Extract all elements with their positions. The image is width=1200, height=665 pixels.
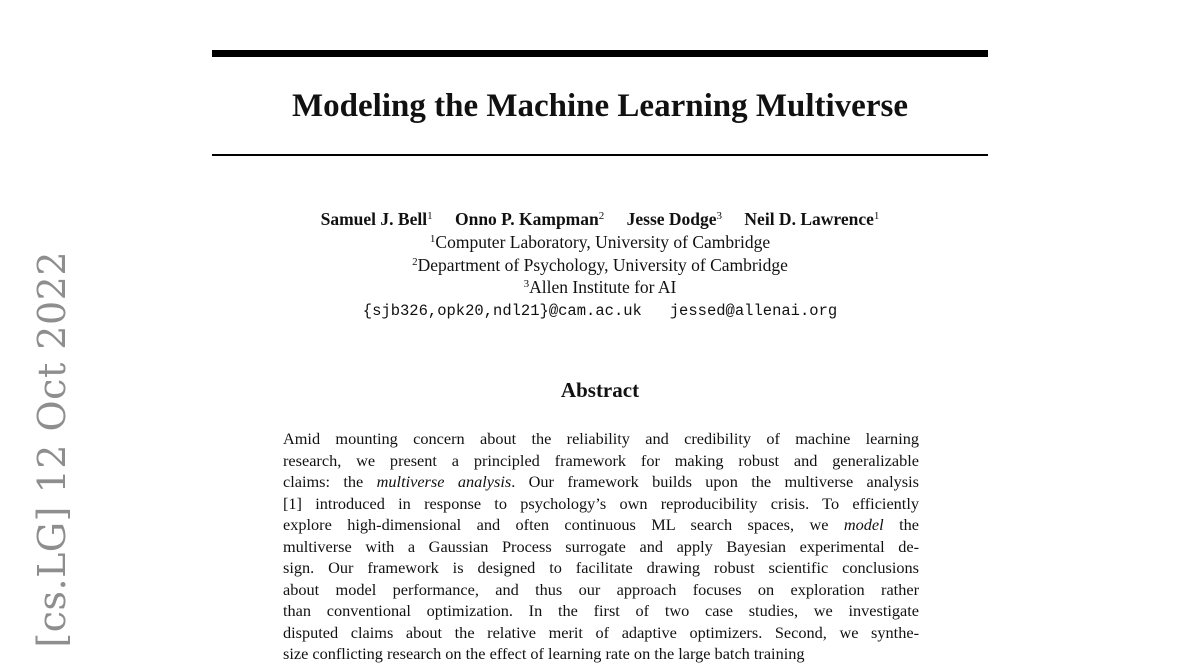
author-name: Onno P. Kampman (454, 209, 599, 229)
author-name: Samuel J. Bell (320, 209, 428, 229)
abstract-line: disputed claims about the relative merit of adaptive optimizers. Second, we synthe- (283, 622, 919, 642)
affiliation (212, 276, 988, 299)
abstract-line: Amid mounting concern about the reliability and credibility of machine learning (283, 429, 919, 448)
affiliation-text: Department of Psychology, University of Cambridge (417, 254, 788, 275)
abstract-line: size conflicting research on the effect of learning rate on the large batch training (283, 644, 805, 663)
abstract-line: multiverse with a Gaussian Process surrogate and apply Bayesian experimental de- (283, 536, 919, 556)
affiliation-text: Computer Laboratory, University of Cambridge (435, 232, 771, 252)
author-name: Jesse Dodge (626, 209, 717, 229)
author-emails: {sjb326,opk20,ndl21}@cam.ac.uk jessed@allenai.org (362, 301, 838, 320)
author (744, 207, 879, 231)
author-list (212, 207, 988, 231)
abstract-line: sign. Our framework is designed to facilitate drawing robust scientific conclusions (283, 558, 919, 577)
affiliation (212, 254, 988, 277)
author-affil-mark: 1 (427, 210, 433, 222)
abstract-text (283, 428, 919, 665)
abstract-line: than conventional optimization. In the first of two case studies, we investigate (283, 601, 919, 620)
affiliation-number: 2 (412, 255, 418, 268)
author-affil-mark: 3 (716, 210, 723, 222)
author (321, 207, 433, 231)
abstract-line: [1] introduced in response to psychology’s own reproducibility crisis. To efficiently (283, 493, 919, 513)
affiliation-number: 1 (429, 233, 436, 245)
paper-title: Modeling the Machine Learning Multiverse (292, 88, 908, 124)
abstract-line: claims: the multiverse analysis. Our framework builds upon the multiverse analysis (283, 472, 919, 491)
author-affil-mark: 2 (598, 210, 605, 222)
author-name: Neil D. Lawrence (744, 209, 874, 229)
title-rule-bottom (212, 154, 988, 156)
abstract-line: explore high-dimensional and often continuous ML search spaces, we model the (283, 515, 919, 534)
arxiv-sidebar-stamp (22, 251, 82, 648)
affiliation-number: 3 (523, 278, 530, 290)
arxiv-identifier-date: [cs.LG] 12 Oct 2022 (30, 251, 74, 648)
affiliation (212, 231, 988, 254)
affiliation-text: Allen Institute for AI (529, 277, 677, 297)
author-affil-mark: 1 (873, 210, 880, 222)
abstract-line: about model performance, and thus our approach focuses on exploration rather (283, 579, 919, 599)
abstract-line: research, we present a principled framework for making robust and generalizable (283, 450, 919, 470)
title-rule-top (212, 50, 988, 57)
author (455, 207, 604, 231)
abstract-heading: Abstract (560, 378, 640, 402)
author (627, 207, 722, 231)
affiliation-block (212, 231, 988, 323)
